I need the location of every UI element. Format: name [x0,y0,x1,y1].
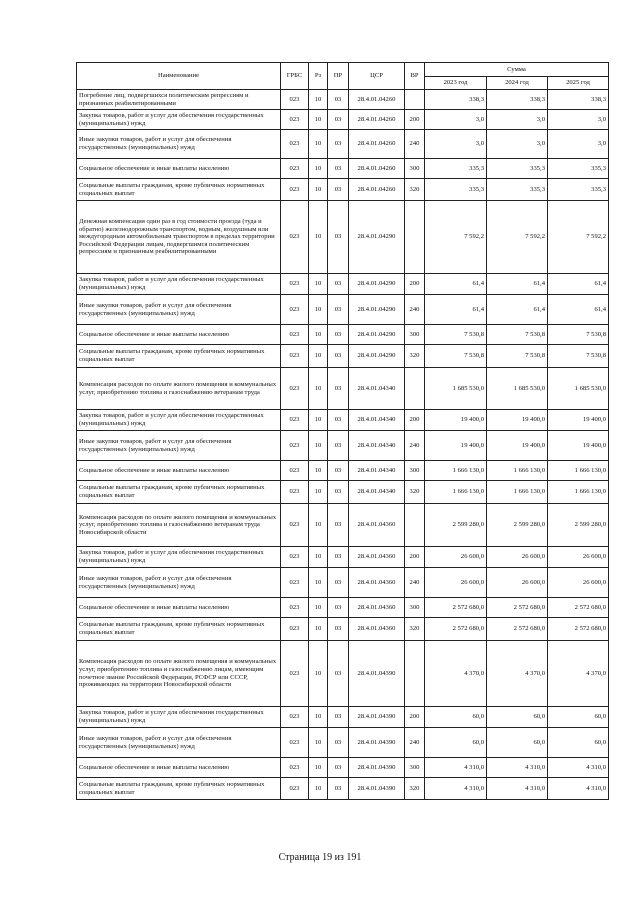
row-grbs: 023 [281,598,309,618]
row-sum-2024: 60,0 [487,707,548,728]
row-vr: 300 [405,159,425,179]
row-sum-2024: 2 599 280,0 [487,504,548,547]
row-csr: 28.4.01.04260 [349,130,405,159]
row-sum-2024: 26 600,0 [487,568,548,598]
row-csr: 28.4.01.04290 [349,201,405,274]
row-pr: 03 [328,568,349,598]
row-grbs: 023 [281,345,309,368]
row-sum-2024: 7 592,2 [487,201,548,274]
row-pr: 03 [328,598,349,618]
row-pr: 03 [328,130,349,159]
row-rz: 10 [309,598,328,618]
row-grbs: 023 [281,618,309,641]
row-name: Социальные выплаты гражданам, кроме публичных нормативных социальных выплат [77,345,281,368]
row-sum-2023: 1 666 130,0 [425,481,487,504]
row-rz: 10 [309,547,328,568]
row-rz: 10 [309,641,328,707]
row-sum-2023: 7 530,8 [425,345,487,368]
row-sum-2025: 19 400,0 [548,410,609,431]
page-number: Страница 19 из 191 [278,852,362,863]
row-sum-2024: 1 685 530,0 [487,368,548,410]
row-grbs: 023 [281,274,309,295]
row-sum-2024: 4 310,0 [487,778,548,800]
row-grbs: 023 [281,707,309,728]
row-vr: 320 [405,179,425,201]
row-sum-2025: 2 599 280,0 [548,504,609,547]
row-rz: 10 [309,274,328,295]
table-row [77,325,609,345]
row-sum-2024: 60,0 [487,728,548,758]
row-name: Иные закупки товаров, работ и услуг для обеспечения государственных (муниципальных) нужд [77,728,281,758]
row-grbs: 023 [281,325,309,345]
table-row [77,598,609,618]
row-sum-2024: 1 666 130,0 [487,461,548,481]
row-sum-2023: 26 600,0 [425,568,487,598]
row-name: Иные закупки товаров, работ и услуг для обеспечения государственных (муниципальных) нужд [77,130,281,159]
row-csr: 28.4.01.04340 [349,410,405,431]
row-name: Закупка товаров, работ и услуг для обеспечения государственных (муниципальных) нужд [77,547,281,568]
row-vr: 200 [405,547,425,568]
row-pr: 03 [328,410,349,431]
row-rz: 10 [309,758,328,778]
row-name: Социальные выплаты гражданам, кроме публичных нормативных социальных выплат [77,179,281,201]
row-name: Социальное обеспечение и иные выплаты населению [77,758,281,778]
table-row [77,728,609,758]
table-row [77,345,609,368]
table-row [77,274,609,295]
table-row [77,110,609,130]
row-sum-2024: 19 400,0 [487,410,548,431]
row-sum-2025: 2 572 680,0 [548,598,609,618]
row-csr: 28.4.01.04340 [349,368,405,410]
row-vr: 240 [405,431,425,461]
row-vr: 240 [405,568,425,598]
row-rz: 10 [309,461,328,481]
table-row [77,461,609,481]
row-sum-2024: 19 400,0 [487,431,548,461]
row-name: Закупка товаров, работ и услуг для обеспечения государственных (муниципальных) нужд [77,410,281,431]
row-sum-2023: 7 530,8 [425,325,487,345]
table-row [77,568,609,598]
row-rz: 10 [309,110,328,130]
row-sum-2025: 2 572 680,0 [548,618,609,641]
row-sum-2024: 335,3 [487,179,548,201]
row-sum-2024: 26 600,0 [487,547,548,568]
row-sum-2025: 7 592,2 [548,201,609,274]
col-vr-header: ВР [405,63,425,90]
row-name: Закупка товаров, работ и услуг для обеспечения государственных (муниципальных) нужд [77,274,281,295]
row-sum-2024: 4 370,0 [487,641,548,707]
col-pr-header: ПР [328,63,349,90]
row-vr: 240 [405,295,425,325]
row-vr: 200 [405,707,425,728]
row-sum-2025: 4 370,0 [548,641,609,707]
row-pr: 03 [328,431,349,461]
col-rz-header: Рз [309,63,328,90]
row-pr: 03 [328,504,349,547]
row-grbs: 023 [281,368,309,410]
row-sum-2023: 335,3 [425,179,487,201]
row-rz: 10 [309,778,328,800]
row-sum-2023: 4 310,0 [425,778,487,800]
row-rz: 10 [309,707,328,728]
row-name: Социальное обеспечение и иные выплаты населению [77,598,281,618]
row-grbs: 023 [281,758,309,778]
table-row [77,481,609,504]
row-name: Компенсация расходов по оплате жилого помещения и коммунальных услуг, приобретению топлива и газоснабжению лицам, имеющим почетное звание Российской Федерации, РСФСР или СССР, проживающих на территории Новосибирской области [77,641,281,707]
row-grbs: 023 [281,504,309,547]
row-vr: 240 [405,728,425,758]
row-sum-2025: 61,4 [548,274,609,295]
row-grbs: 023 [281,130,309,159]
row-grbs: 023 [281,431,309,461]
row-pr: 03 [328,618,349,641]
row-sum-2023: 335,3 [425,159,487,179]
row-sum-2023: 19 400,0 [425,431,487,461]
row-rz: 10 [309,345,328,368]
row-vr: 320 [405,778,425,800]
row-csr: 28.4.01.04260 [349,90,405,110]
row-grbs: 023 [281,568,309,598]
row-pr: 03 [328,778,349,800]
row-vr [405,201,425,274]
col-2023-header: 2023 год [425,77,487,90]
row-sum-2023: 26 600,0 [425,547,487,568]
table-body [77,90,609,800]
row-name: Компенсация расходов по оплате жилого помещения и коммунальных услуг, приобретению топлива и газоснабжению ветеранам труда [77,368,281,410]
row-grbs: 023 [281,295,309,325]
row-pr: 03 [328,110,349,130]
row-grbs: 023 [281,778,309,800]
row-sum-2025: 19 400,0 [548,431,609,461]
row-name: Иные закупки товаров, работ и услуг для обеспечения государственных (муниципальных) нужд [77,568,281,598]
row-pr: 03 [328,707,349,728]
row-pr: 03 [328,274,349,295]
row-csr: 28.4.01.04390 [349,707,405,728]
row-sum-2023: 2 599 280,0 [425,504,487,547]
col-sum-header: Сумма [425,63,609,77]
row-sum-2025: 1 666 130,0 [548,481,609,504]
row-sum-2024: 7 530,8 [487,345,548,368]
row-csr: 28.4.01.04360 [349,568,405,598]
row-csr: 28.4.01.04390 [349,641,405,707]
row-csr: 28.4.01.04360 [349,598,405,618]
row-name: Социальное обеспечение и иные выплаты населению [77,461,281,481]
row-sum-2024: 3,0 [487,110,548,130]
row-vr [405,90,425,110]
table-row [77,368,609,410]
row-vr: 300 [405,598,425,618]
row-vr: 200 [405,274,425,295]
row-pr: 03 [328,641,349,707]
row-csr: 28.4.01.04260 [349,110,405,130]
row-sum-2023: 2 572 680,0 [425,598,487,618]
row-name: Погребение лиц, подвергшихся политическим репрессиям и признанных реабилитированными [77,90,281,110]
row-grbs: 023 [281,641,309,707]
row-grbs: 023 [281,728,309,758]
row-sum-2025: 26 600,0 [548,568,609,598]
row-sum-2024: 3,0 [487,130,548,159]
table-row [77,641,609,707]
row-sum-2023: 3,0 [425,110,487,130]
row-sum-2025: 1 666 130,0 [548,461,609,481]
row-sum-2024: 4 310,0 [487,758,548,778]
table-row [77,431,609,461]
row-pr: 03 [328,325,349,345]
row-rz: 10 [309,481,328,504]
row-name: Социальное обеспечение и иные выплаты населению [77,325,281,345]
col-name-header: Наименование [77,63,281,90]
row-grbs: 023 [281,159,309,179]
row-csr: 28.4.01.04390 [349,728,405,758]
row-sum-2025: 3,0 [548,110,609,130]
row-csr: 28.4.01.04260 [349,159,405,179]
table-row [77,707,609,728]
row-vr: 200 [405,110,425,130]
row-name: Социальные выплаты гражданам, кроме публичных нормативных социальных выплат [77,481,281,504]
row-csr: 28.4.01.04390 [349,778,405,800]
row-vr: 200 [405,410,425,431]
row-sum-2024: 1 666 130,0 [487,481,548,504]
row-csr: 28.4.01.04290 [349,345,405,368]
row-csr: 28.4.01.04360 [349,504,405,547]
row-pr: 03 [328,758,349,778]
row-grbs: 023 [281,410,309,431]
row-csr: 28.4.01.04390 [349,758,405,778]
row-vr: 320 [405,481,425,504]
row-csr: 28.4.01.04360 [349,618,405,641]
row-sum-2023: 4 370,0 [425,641,487,707]
table-row [77,295,609,325]
row-sum-2023: 2 572 680,0 [425,618,487,641]
table-row [77,758,609,778]
row-rz: 10 [309,431,328,461]
row-name: Иные закупки товаров, работ и услуг для обеспечения государственных (муниципальных) нужд [77,295,281,325]
row-vr: 300 [405,461,425,481]
table-row [77,410,609,431]
row-csr: 28.4.01.04290 [349,325,405,345]
row-pr: 03 [328,728,349,758]
row-vr: 320 [405,618,425,641]
row-name: Иные закупки товаров, работ и услуг для обеспечения государственных (муниципальных) нужд [77,431,281,461]
row-grbs: 023 [281,547,309,568]
row-csr: 28.4.01.04340 [349,481,405,504]
row-rz: 10 [309,201,328,274]
row-rz: 10 [309,504,328,547]
row-grbs: 023 [281,90,309,110]
budget-table [76,62,609,800]
row-pr: 03 [328,461,349,481]
table-row [77,547,609,568]
row-csr: 28.4.01.04290 [349,274,405,295]
row-sum-2025: 7 530,8 [548,325,609,345]
table-row [77,504,609,547]
row-name: Социальные выплаты гражданам, кроме публичных нормативных социальных выплат [77,778,281,800]
row-rz: 10 [309,159,328,179]
row-grbs: 023 [281,481,309,504]
row-csr: 28.4.01.04290 [349,295,405,325]
row-pr: 03 [328,159,349,179]
row-vr: 300 [405,325,425,345]
row-grbs: 023 [281,201,309,274]
row-name: Закупка товаров, работ и услуг для обеспечения государственных (муниципальных) нужд [77,707,281,728]
row-sum-2025: 338,3 [548,90,609,110]
row-vr: 240 [405,130,425,159]
row-name: Денежная компенсация один раз в год стоимости проезда (туда и обратно) железнодорожным транспортом, водным, воздушным или междугородным автомобильным транспортом в пределах территории Российской Федерации лицам, подвергшимся политическим репрессиям и признанным реабилитированными [77,201,281,274]
row-sum-2025: 26 600,0 [548,547,609,568]
row-sum-2025: 61,4 [548,295,609,325]
row-csr: 28.4.01.04340 [349,461,405,481]
row-pr: 03 [328,201,349,274]
row-vr: 320 [405,345,425,368]
row-sum-2024: 338,3 [487,90,548,110]
table-row [77,201,609,274]
row-sum-2023: 19 400,0 [425,410,487,431]
row-name: Социальные выплаты гражданам, кроме публичных нормативных социальных выплат [77,618,281,641]
row-sum-2024: 61,4 [487,274,548,295]
row-vr [405,641,425,707]
row-rz: 10 [309,568,328,598]
table-row [77,159,609,179]
row-rz: 10 [309,728,328,758]
row-sum-2025: 3,0 [548,130,609,159]
table-row [77,130,609,159]
row-sum-2025: 4 310,0 [548,778,609,800]
row-rz: 10 [309,618,328,641]
row-name: Компенсация расходов по оплате жилого помещения и коммунальных услуг, приобретению топлива и газоснабжению ветеранам труда Новосибирской области [77,504,281,547]
table-row [77,90,609,110]
row-pr: 03 [328,295,349,325]
row-csr: 28.4.01.04360 [349,547,405,568]
row-sum-2024: 2 572 680,0 [487,598,548,618]
row-rz: 10 [309,325,328,345]
row-csr: 28.4.01.04260 [349,179,405,201]
row-sum-2024: 335,3 [487,159,548,179]
row-sum-2023: 61,4 [425,274,487,295]
row-sum-2023: 60,0 [425,707,487,728]
row-pr: 03 [328,179,349,201]
row-rz: 10 [309,368,328,410]
row-grbs: 023 [281,179,309,201]
row-sum-2025: 60,0 [548,707,609,728]
row-sum-2025: 335,3 [548,179,609,201]
row-sum-2023: 4 310,0 [425,758,487,778]
row-name: Социальное обеспечение и иные выплаты населению [77,159,281,179]
col-2024-header: 2024 год [487,77,548,90]
row-sum-2023: 60,0 [425,728,487,758]
row-vr: 300 [405,758,425,778]
col-2025-header: 2025 год [548,77,609,90]
row-csr: 28.4.01.04340 [349,431,405,461]
row-sum-2025: 60,0 [548,728,609,758]
col-csr-header: ЦСР [349,63,405,90]
table-header [77,63,609,90]
row-sum-2025: 7 530,8 [548,345,609,368]
row-sum-2025: 1 685 530,0 [548,368,609,410]
table-row [77,618,609,641]
row-name: Закупка товаров, работ и услуг для обеспечения государственных (муниципальных) нужд [77,110,281,130]
row-sum-2023: 61,4 [425,295,487,325]
row-sum-2023: 7 592,2 [425,201,487,274]
row-rz: 10 [309,410,328,431]
row-rz: 10 [309,179,328,201]
row-rz: 10 [309,130,328,159]
row-vr [405,368,425,410]
row-rz: 10 [309,90,328,110]
row-pr: 03 [328,345,349,368]
row-sum-2024: 61,4 [487,295,548,325]
table-row [77,179,609,201]
row-sum-2023: 1 685 530,0 [425,368,487,410]
row-sum-2023: 338,3 [425,90,487,110]
row-rz: 10 [309,295,328,325]
row-pr: 03 [328,547,349,568]
row-grbs: 023 [281,461,309,481]
row-sum-2025: 335,3 [548,159,609,179]
row-sum-2024: 7 530,8 [487,325,548,345]
row-pr: 03 [328,368,349,410]
row-sum-2023: 3,0 [425,130,487,159]
row-pr: 03 [328,90,349,110]
row-pr: 03 [328,481,349,504]
row-sum-2025: 4 310,0 [548,758,609,778]
col-grbs-header: ГРБС [281,63,309,90]
row-vr [405,504,425,547]
row-grbs: 023 [281,110,309,130]
row-sum-2023: 1 666 130,0 [425,461,487,481]
table-row [77,778,609,800]
row-sum-2024: 2 572 680,0 [487,618,548,641]
